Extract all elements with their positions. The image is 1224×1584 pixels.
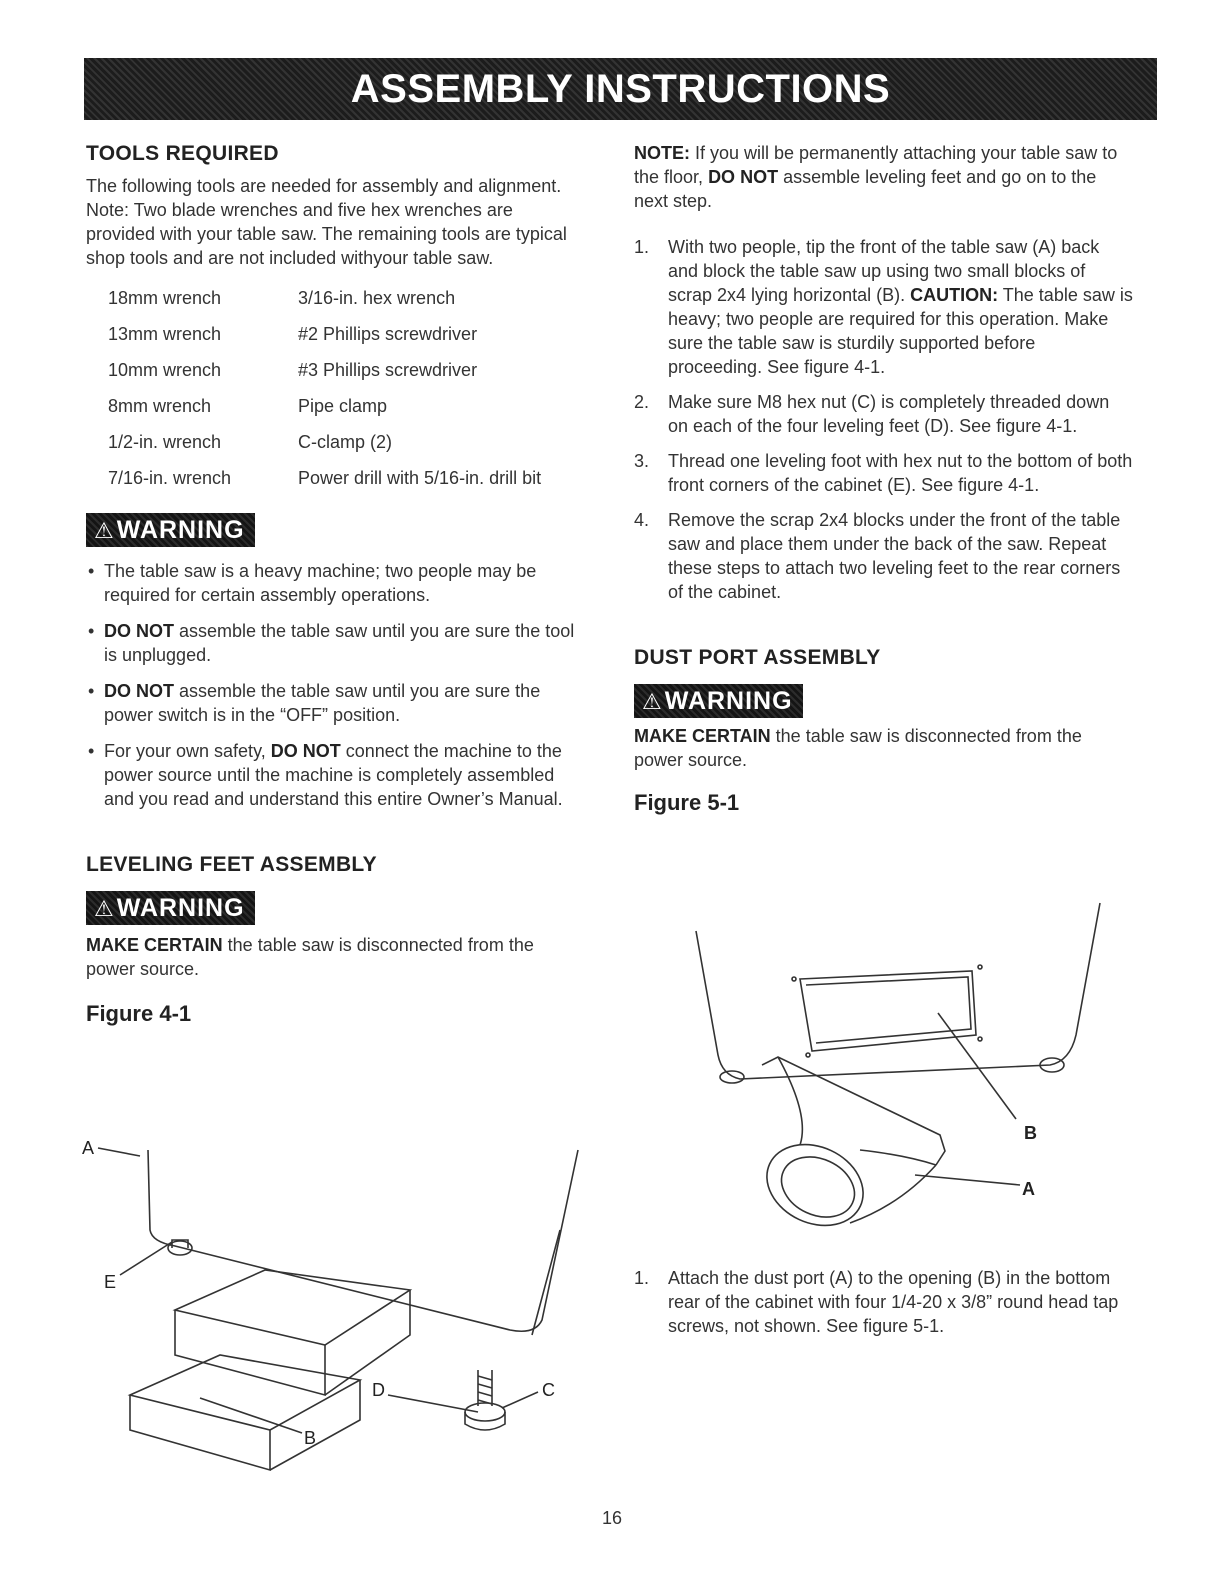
tool-item: 18mm wrench: [108, 288, 222, 308]
step-number: 2.: [634, 392, 650, 412]
callout-e: E: [104, 1272, 117, 1292]
tools-intro: The following tools are needed for assembly and alignment. Note: Two blade wrenches and five hex wrenches are provided with your table saw. The remaining tools are typical shop tools and are not included withyour table saw.: [86, 176, 567, 268]
warning-text: assemble the table saw until you are sure the tool is unplugged.: [104, 621, 575, 665]
list-item: [86, 739, 586, 811]
list-item: [634, 449, 1134, 497]
list-item: [86, 619, 586, 667]
emphasis: DO NOT: [104, 621, 174, 641]
general-warnings-list: [86, 559, 586, 811]
step-text: Attach the dust port (A) to the opening (B) in the bottom rear of the cabinet with four 1/4-20 x 3/8” round head tap screws, not shown. See figure 5-1.: [668, 1268, 1119, 1336]
callout-a: A: [82, 1138, 95, 1158]
step-number: 3.: [634, 451, 650, 471]
dust-warning: [634, 724, 1134, 772]
step-text: Thread one leveling foot with hex nut to the bottom of both front corners of the cabinet (E). See figure 4-1.: [668, 451, 1133, 495]
step-number: 4.: [634, 510, 650, 530]
tool-item: 3/16-in. hex wrench: [298, 288, 456, 308]
step-number: 1.: [634, 237, 650, 257]
warning-badge-label: WARNING: [664, 687, 793, 715]
note-text: If you will be permanently attaching your table saw to the floor,: [634, 143, 1118, 187]
note-text: assemble leveling feet and go on to the next step.: [634, 167, 1097, 211]
warning-text: the table saw is disconnected from the power source.: [634, 726, 1082, 770]
leveling-warning: [86, 933, 586, 981]
emphasis: NOTE:: [634, 143, 690, 163]
warning-badge: [86, 513, 255, 547]
emphasis: CAUTION:: [910, 285, 999, 305]
tools-list: [108, 286, 586, 491]
page-title: ASSEMBLY INSTRUCTIONS: [350, 66, 891, 111]
warning-text: the table saw is disconnected from the power source.: [86, 935, 534, 979]
callout-d: D: [372, 1380, 385, 1400]
list-item: [634, 390, 1134, 438]
warning-badge: [86, 891, 255, 925]
tool-item: 13mm wrench: [108, 324, 222, 344]
tools-required-heading: TOOLS REQUIRED: [86, 142, 279, 165]
figure-4-1-title: Figure 4-1: [86, 1001, 192, 1026]
warning-triangle-icon: ⚠: [642, 689, 663, 714]
step-number: 1.: [634, 1268, 650, 1288]
dust-steps: [634, 1266, 1134, 1338]
tool-item: 10mm wrench: [108, 360, 222, 380]
step-text: Remove the scrap 2x4 blocks under the front of the table saw and place them under the back of the saw. Repeat these steps to attach two leveling feet to the rear corners of the cabinet.: [668, 510, 1121, 602]
step-text: Make sure M8 hex nut (C) is completely threaded down on each of the four leveling feet (D). See figure 4-1.: [668, 392, 1110, 436]
emphasis: DO NOT: [104, 681, 174, 701]
callout-a: A: [1022, 1179, 1035, 1199]
callout-c: C: [542, 1380, 555, 1400]
warning-badge-label: WARNING: [116, 894, 245, 922]
callout-b: B: [304, 1428, 317, 1448]
step-text: With two people, tip the front of the table saw (A) back and block the table saw up using two small blocks of scrap 2x4 lying horizontal (B).: [668, 237, 1100, 305]
warning-text: assemble the table saw until you are sure the power switch is in the “OFF” position.: [104, 681, 541, 725]
warning-badge: [634, 684, 803, 718]
tool-item: #3 Phillips screwdriver: [298, 360, 478, 380]
warning-text: For your own safety,: [104, 741, 271, 761]
leveling-steps: [634, 235, 1134, 604]
tool-item: Pipe clamp: [298, 396, 388, 416]
page-number: 16: [601, 1508, 623, 1528]
warning-triangle-icon: ⚠: [94, 896, 115, 921]
note-paragraph: [634, 141, 1134, 213]
leveling-feet-heading: LEVELING FEET ASSEMBLY: [86, 853, 377, 876]
list-item: [634, 508, 1134, 604]
tool-item: 1/2-in. wrench: [108, 432, 222, 452]
tool-item: C-clamp (2): [298, 432, 393, 452]
list-item: [86, 679, 586, 727]
emphasis: DO NOT: [708, 167, 779, 187]
emphasis: MAKE CERTAIN: [634, 726, 771, 746]
tool-item: 7/16-in. wrench: [108, 468, 232, 488]
warning-text: The table saw is a heavy machine; two people may be required for certain assembly operations.: [104, 561, 537, 605]
section-banner: [84, 58, 1157, 120]
tool-item: Power drill with 5/16-in. drill bit: [298, 468, 542, 488]
warning-text: connect the machine to the power source until the machine is completely assembled and you read and understand this entire Owner’s Manual.: [104, 741, 563, 809]
left-column: [86, 138, 586, 1027]
dust-port-heading: DUST PORT ASSEMBLY: [634, 646, 881, 669]
warning-triangle-icon: ⚠: [94, 518, 115, 543]
emphasis: DO NOT: [270, 741, 341, 761]
list-item: [86, 559, 586, 607]
list-item: [634, 1266, 1134, 1338]
step-text: The table saw is heavy; two people are required for this operation. Make sure the table saw is sturdily supported before proceeding. See figure 4-1.: [668, 285, 1133, 377]
emphasis: MAKE CERTAIN: [86, 935, 223, 955]
tool-item: #2 Phillips screwdriver: [298, 324, 478, 344]
figure-5-1-illustration: [690, 895, 1110, 1255]
tool-item: 8mm wrench: [108, 396, 212, 416]
right-column: [634, 141, 1134, 816]
figure-4-1-illustration: [80, 1130, 600, 1490]
list-item: [634, 235, 1134, 379]
figure-5-1-title: Figure 5-1: [634, 790, 740, 815]
warning-badge-label: WARNING: [116, 516, 245, 544]
callout-b: B: [1024, 1123, 1037, 1143]
